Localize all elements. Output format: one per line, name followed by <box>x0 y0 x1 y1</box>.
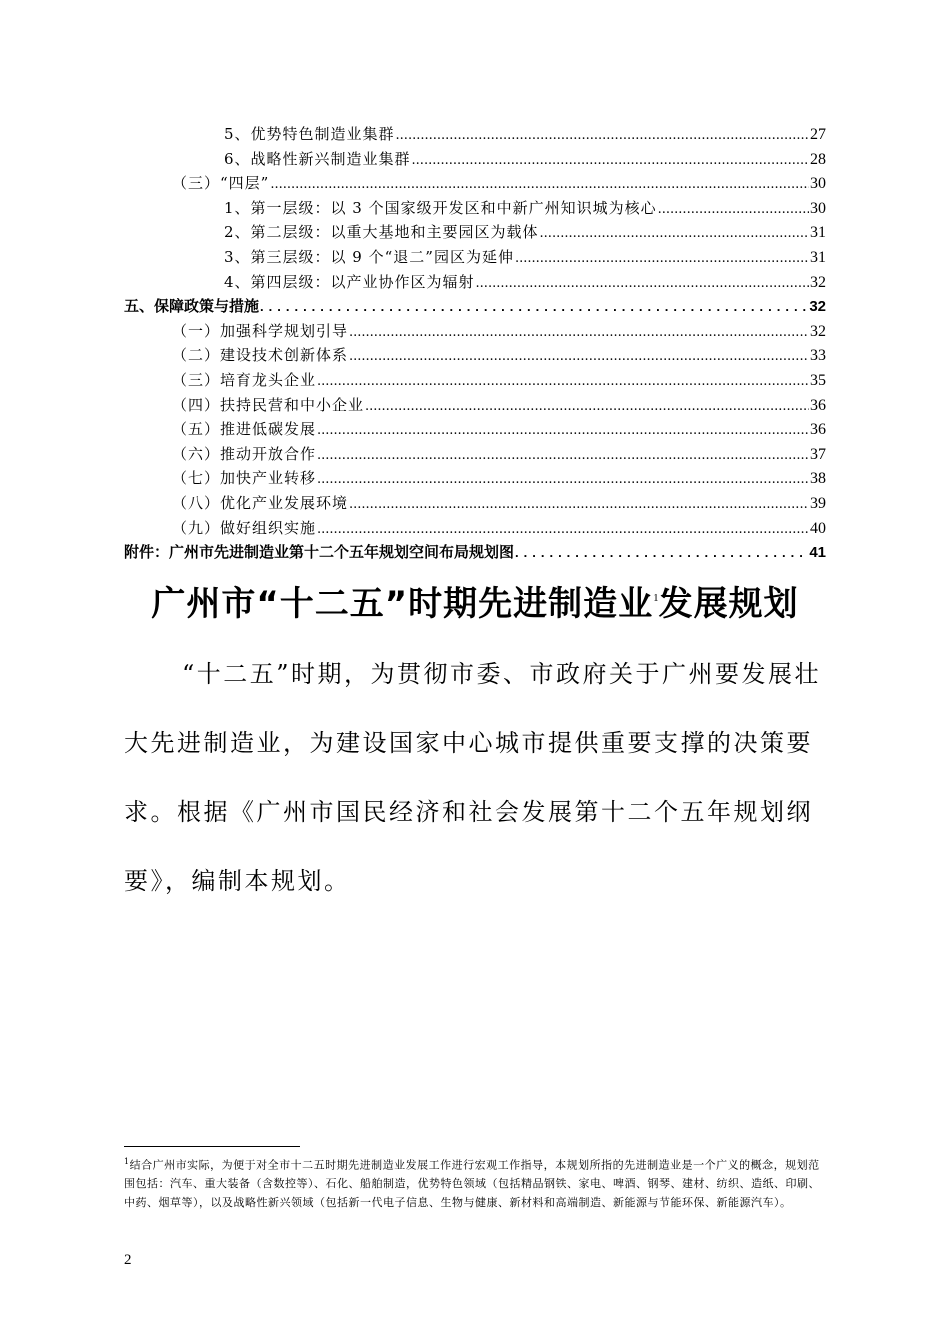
toc-entry-page: 35 <box>810 371 826 389</box>
footnote <box>124 1153 830 1212</box>
toc-entry-text: 附件：广州市先进制造业第十二个五年规划空间布局规划图 <box>124 544 515 562</box>
toc-entry-text: 2、第二层级：以重大基地和主要园区为载体 <box>224 223 539 242</box>
page-number: 2 <box>124 1252 132 1268</box>
toc-leader-dots <box>540 226 809 241</box>
toc-entry[interactable] <box>124 443 826 468</box>
toc-entry-page: 27 <box>810 126 826 143</box>
toc-leader-dots <box>317 423 809 438</box>
toc-entry[interactable] <box>124 197 826 222</box>
footnote-marker: 1 <box>124 1157 130 1166</box>
toc-entry-page: 30 <box>810 199 826 217</box>
toc-entry-text: （六）推动开放合作 <box>172 444 317 463</box>
toc-entry-text: （八）优化产业发展环境 <box>172 493 349 512</box>
toc-leader-dots <box>476 276 809 291</box>
toc-entry-page: 40 <box>810 519 826 537</box>
toc-leader-dots <box>317 374 809 389</box>
document-title <box>0 576 950 625</box>
toc-leader-dots <box>317 522 809 537</box>
toc-entry-page: 36 <box>810 421 826 439</box>
toc-entry-page: 32 <box>810 322 826 340</box>
body-paragraph: “十二五”时期，为贯彻市委、市政府关于广州要发展壮大先进制造业，为建设国家中心城市提供重要支撑的决策要求。根据《广州市国民经济和社会发展第十二个五年规划纲要》，编制本规划。 <box>124 660 822 895</box>
toc-entry-text: （九）做好组织实施 <box>172 518 317 537</box>
toc-entry-text: （一）加强科学规划引导 <box>172 321 349 340</box>
toc-leader-dots <box>365 399 809 414</box>
toc-leader-dots <box>349 497 809 512</box>
toc-entry-chapter[interactable] <box>124 295 826 320</box>
toc-entry[interactable] <box>124 246 826 271</box>
toc-entry-text: 3、第三层级：以 9 个“退二”园区为延伸 <box>224 247 514 266</box>
toc-entry[interactable] <box>124 148 826 173</box>
toc-entry[interactable] <box>124 492 826 517</box>
toc-entry[interactable] <box>124 221 826 246</box>
toc-entry-page: 36 <box>810 396 826 414</box>
toc-entry[interactable] <box>124 320 826 345</box>
footnote-reference[interactable]: 1 <box>653 592 659 604</box>
toc-entry-page: 41 <box>809 544 826 562</box>
toc-entry-page: 30 <box>810 175 826 193</box>
toc-leader-dots <box>658 202 809 217</box>
body-text <box>124 640 834 916</box>
toc-leader-dots <box>317 448 809 463</box>
toc-entry-text: （三）培育龙头企业 <box>172 370 317 389</box>
toc-entry-page: 31 <box>810 224 826 242</box>
document-title-text-end: 发展规划 <box>658 584 799 624</box>
toc-leader-dots <box>317 472 809 487</box>
toc-entry[interactable] <box>124 418 826 443</box>
toc-entry[interactable] <box>124 172 826 197</box>
toc-entry-text: 5、优势特色制造业集群 <box>224 125 395 143</box>
toc-entry[interactable] <box>124 369 826 394</box>
toc-leader-dots <box>396 128 809 143</box>
footnote-separator <box>124 1146 300 1147</box>
toc-entry-page: 31 <box>810 248 826 266</box>
toc-leader-dots <box>515 251 809 266</box>
toc-entry[interactable] <box>124 344 826 369</box>
toc-leader-dots <box>349 325 809 340</box>
toc-entry-text: （五）推进低碳发展 <box>172 420 317 439</box>
toc-entry-appendix[interactable] <box>124 541 826 566</box>
toc-entry-text: （四）扶持民营和中小企业 <box>172 395 365 414</box>
toc-entry-page: 32 <box>809 298 826 316</box>
toc-entry-text: （二）建设技术创新体系 <box>172 346 349 365</box>
toc-entry-page: 32 <box>810 273 826 291</box>
document-title-text: 广州市“十二五”时期先进制造业 <box>151 584 654 624</box>
toc-leader-dots <box>412 153 809 168</box>
toc-entry[interactable] <box>124 467 826 492</box>
toc-entry-text: 6、战略性新兴制造业集群 <box>224 149 411 168</box>
toc-entry-page: 37 <box>810 445 826 463</box>
toc-entry[interactable] <box>124 123 826 148</box>
toc-entry[interactable] <box>124 394 826 419</box>
toc-entry-page: 28 <box>810 150 826 168</box>
toc-entry-text: （三）“四层” <box>172 174 270 193</box>
toc-entry-text: 1、第一层级：以 3 个国家级开发区和中新广州知识城为核心 <box>224 198 657 217</box>
footnote-text: 结合广州市实际，为便于对全市十二五时期先进制造业发展工作进行宏观工作指导，本规划所指的先进制造业是一个广义的概念，规划范围包括：汽车、重大装备（含数控等）、石化、船舶制造，优势特色领域（包括精品钢铁、家电、啤酒、钢琴、建材、纺织、造纸、印刷、中药、烟草等），以及战略性新兴领域（包括新一代电子信息、生物与健康、新材料和高端制造、新能源与节能环保、新能源汽车）。 <box>124 1158 820 1209</box>
toc-leader-dots <box>260 299 808 314</box>
toc-entry-text: 五、保障政策与措施 <box>124 298 260 316</box>
toc-entry-page: 39 <box>810 494 826 512</box>
toc-entry-page: 33 <box>810 347 826 365</box>
toc-entry-text: （七）加快产业转移 <box>172 469 317 488</box>
table-of-contents <box>124 123 826 566</box>
toc-entry-page: 38 <box>810 470 826 488</box>
toc-leader-dots <box>515 545 808 560</box>
toc-leader-dots <box>270 177 809 192</box>
toc-leader-dots <box>349 349 809 364</box>
toc-entry[interactable] <box>124 271 826 296</box>
toc-entry-text: 4、第四层级：以产业协作区为辐射 <box>224 272 475 291</box>
toc-entry[interactable] <box>124 517 826 542</box>
